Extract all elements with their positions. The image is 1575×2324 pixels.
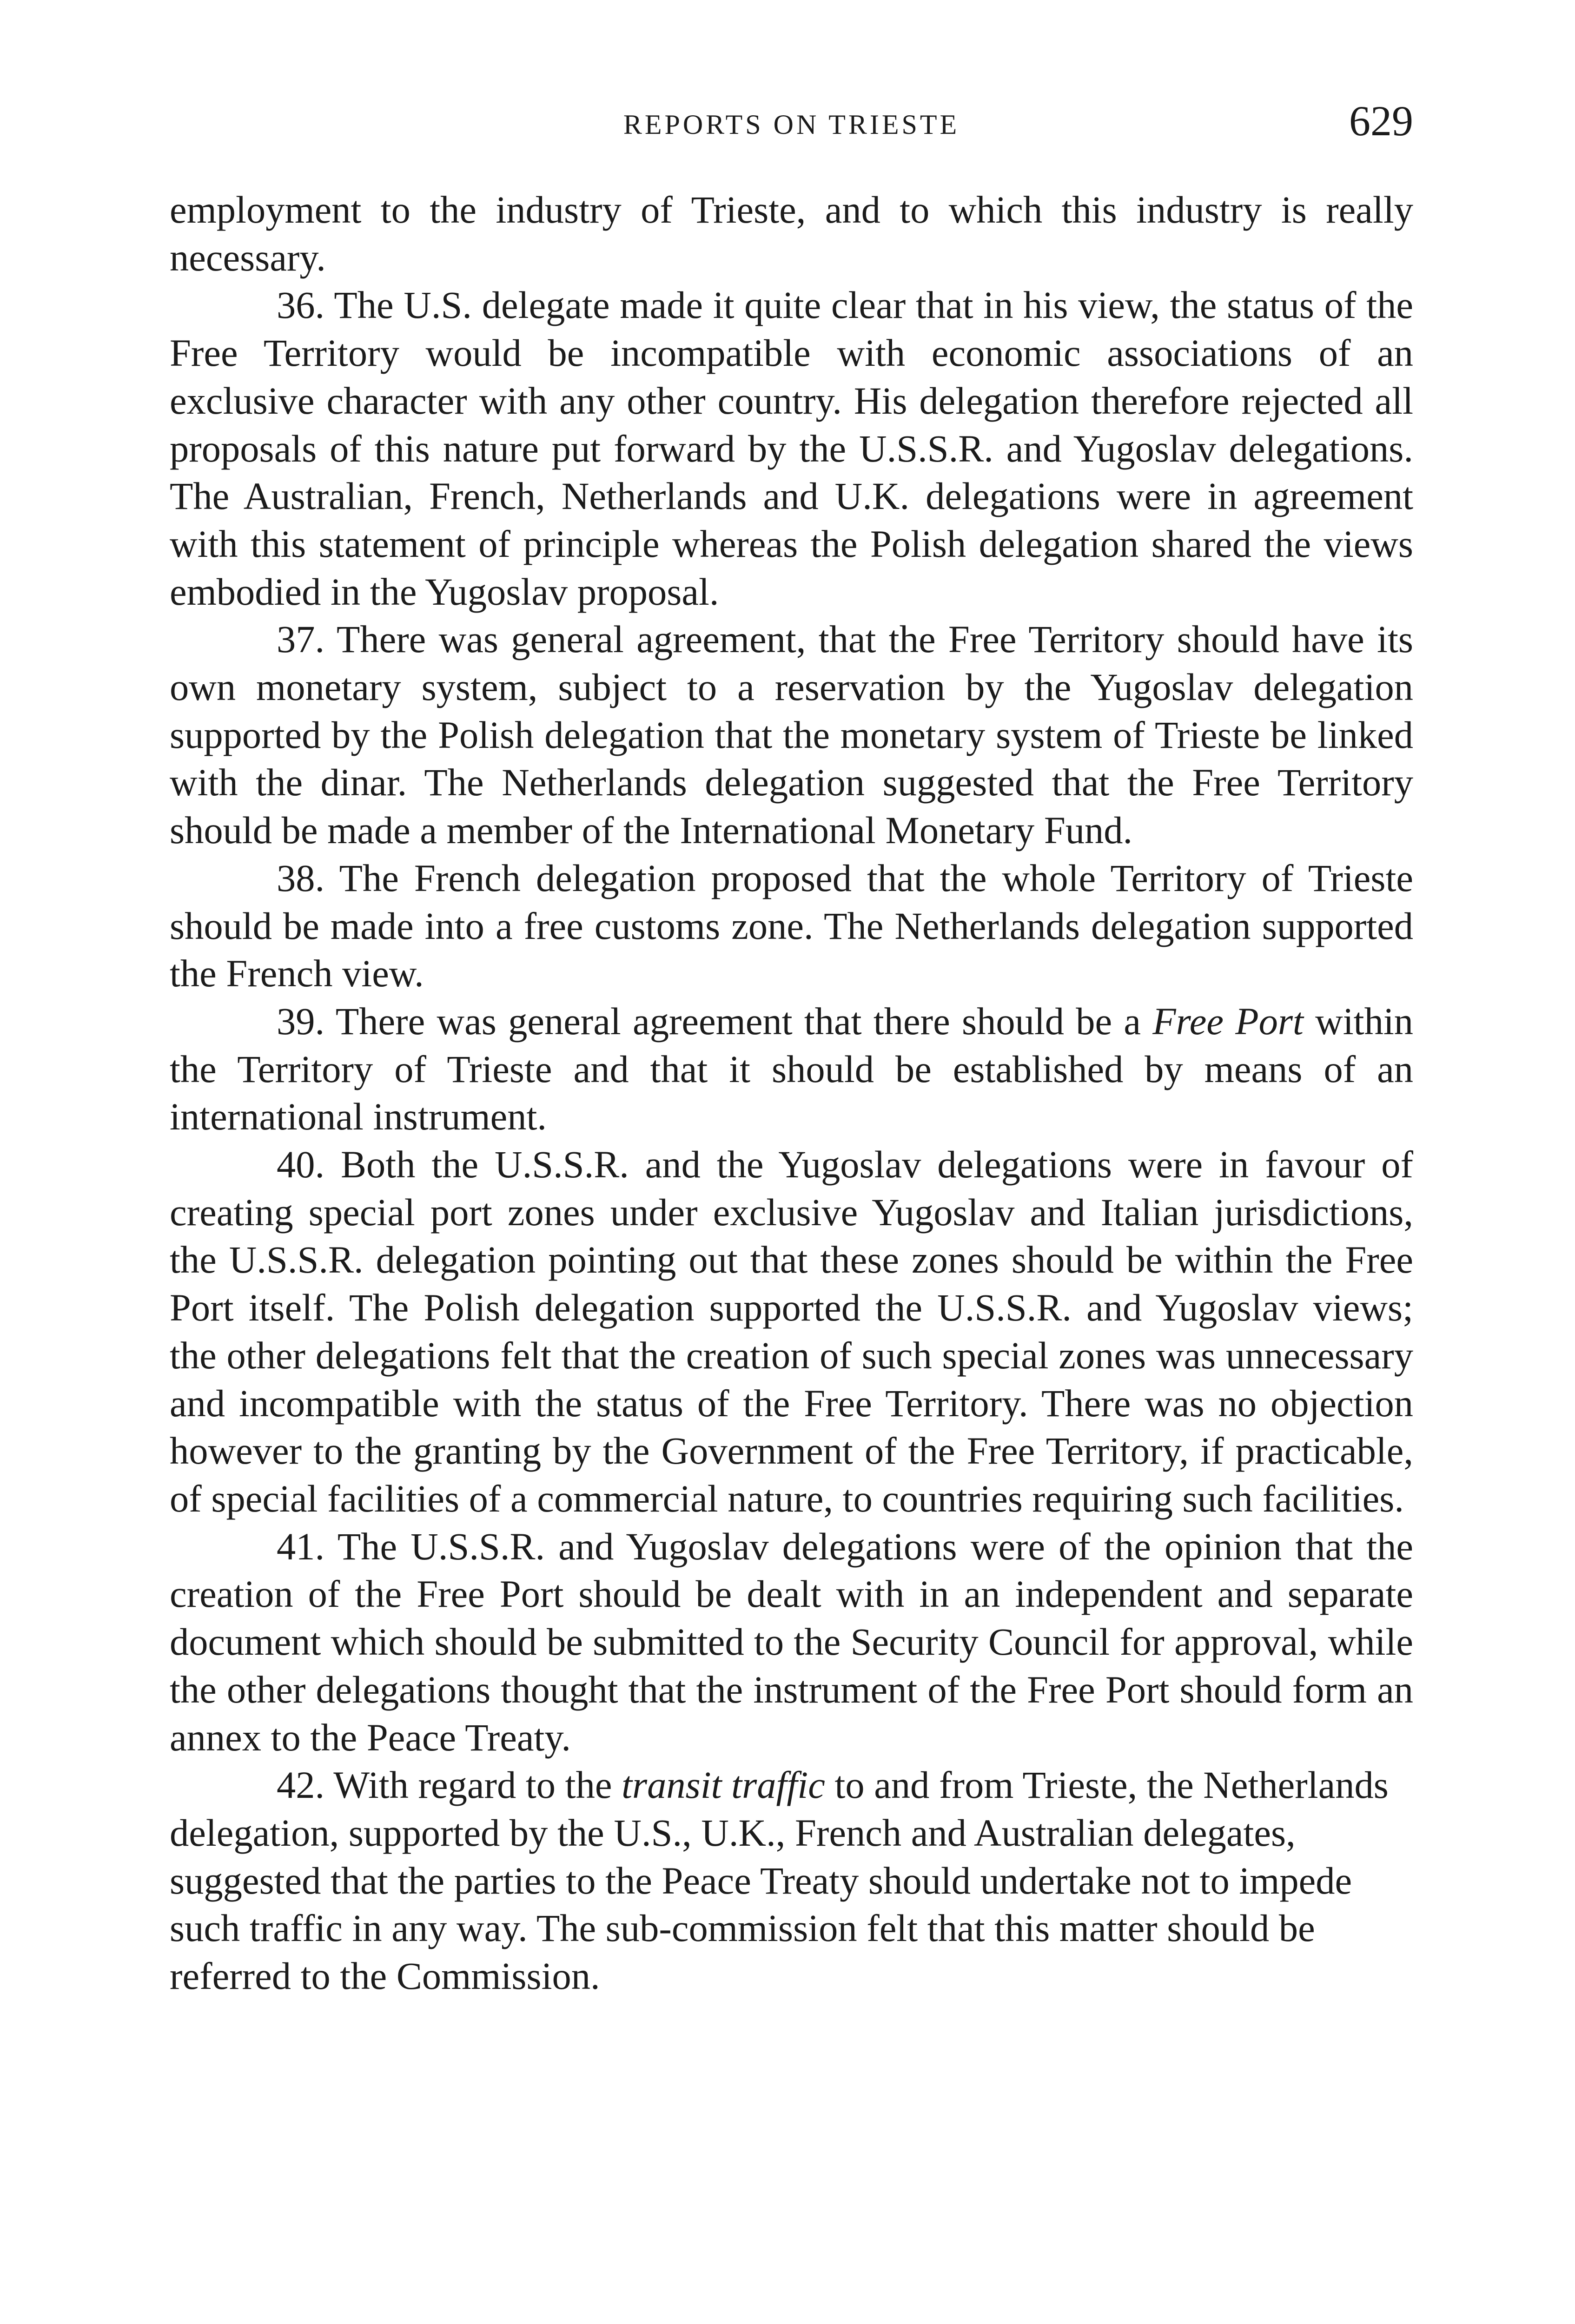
paragraph-42-rest: to and from Trieste, the Netherlands delegation, supported by the U.S., U.K., French and Australian delegates, suggested that the parties to the Peace Treaty should undertake not to impede such traffic in any way. The sub-commission felt that this matter should be referred to the Commission. bbox=[170, 1763, 1389, 1998]
report-body bbox=[170, 186, 1413, 2000]
running-title: REPORTS ON TRIESTE bbox=[623, 109, 960, 140]
paragraph-41: 41. The U.S.S.R. and Yugoslav delegations were of the opinion that the creation of the Free Port should be dealt with in an independent and separate document which should be submitted to the Security Council for approval, while the other delegations thought that the instrument of the Free Port should form an annex to the Peace Treaty. bbox=[170, 1525, 1413, 1759]
paragraph-40: 40. Both the U.S.S.R. and the Yugoslav delegations were in favour of creating special port zones under exclusive Yugoslav and Italian jurisdictions, the U.S.S.R. delegation pointing out that these zones should be within the Free Port itself. The Polish delegation supported the U.S.S.R. and Yugoslav views; the other delegations felt that the creation of such special zones was unnecessary and incompatible with the status of the Free Territory. There was no objection however to the granting by the Government of the Free Territory, if practicable, of special facilities of a commercial nature, to countries requiring such facilities. bbox=[170, 1143, 1413, 1520]
paragraph-39 bbox=[170, 997, 1413, 1141]
page-number: 629 bbox=[1349, 97, 1413, 145]
paragraph-42-lead: 42. With regard to the bbox=[277, 1763, 622, 1807]
paragraph-39-lead: 39. There was general agreement that there should be a bbox=[277, 999, 1153, 1043]
paragraph-38: 38. The French delegation proposed that the whole Territory of Trieste should be made into a free customs zone. The Netherlands delegation supported the French view. bbox=[170, 856, 1413, 995]
paragraph-42 bbox=[170, 1761, 1413, 2000]
paragraph-continuation: employment to the industry of Trieste, and to which this industry is really necessary. bbox=[170, 188, 1413, 279]
free-port-term: Free Port bbox=[1152, 999, 1304, 1043]
paragraph-36: 36. The U.S. delegate made it quite clear that in his view, the status of the Free Territory would be incompatible with economic associations of an exclusive character with any other country. His delegation therefore rejected all proposals of this nature put forward by the U.S.S.R. and Yugoslav delegations. The Australian, French, Netherlands and U.K. delegations were in agreement with this statement of principle whereas the Polish delegation shared the views embodied in the Yugoslav proposal. bbox=[170, 284, 1413, 613]
paragraph-37: 37. There was general agreement, that the Free Territory should have its own monetary system, subject to a reservation by the Yugoslav delegation supported by the Polish delegation that the monetary system of Trieste be linked with the dinar. The Netherlands delegation suggested that the Free Territory should be made a member of the International Monetary Fund. bbox=[170, 618, 1413, 852]
running-header bbox=[170, 98, 1413, 149]
transit-traffic-term: transit traffic bbox=[622, 1763, 825, 1807]
paragraph-39-rest: within the Territory of Trieste and that it should be established by means of an international instrument. bbox=[170, 999, 1413, 1138]
